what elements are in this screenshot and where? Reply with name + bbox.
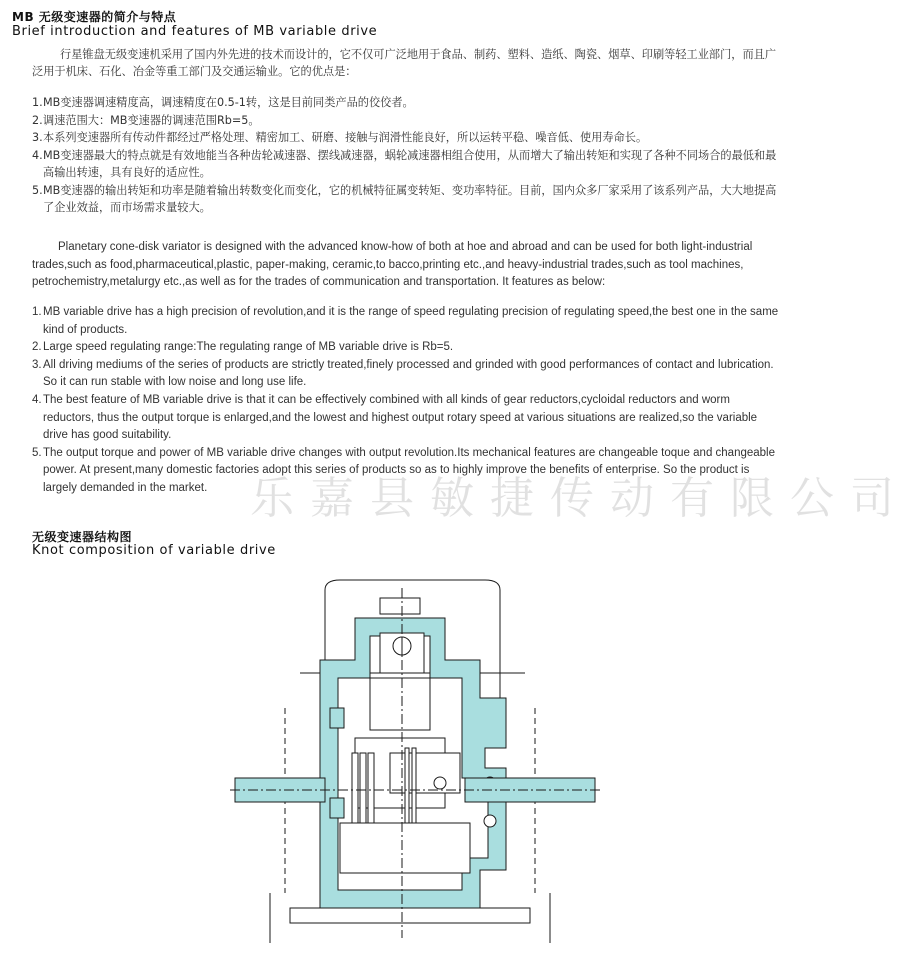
features-cn-list: [32, 94, 787, 217]
feature-text: MB variable drive has a high precision of revolution,and it is the range of speed regulating precision of regulating speed,the best one in the same kind of products.: [43, 306, 779, 336]
diagram-title-cn: 无级变速器结构图: [32, 530, 133, 544]
feature-text: MB变速器的输出转矩和功率是随着输出转数变化而变化，它的机械特征属变转矩、变功率特征。目前，国内众多厂家采用了该系列产品，大大地提高了企业效益，而市场需求量较大。: [43, 183, 777, 214]
feature-item: [32, 112, 787, 130]
section-title-en: Brief introduction and features of MB variable drive: [12, 24, 378, 39]
feature-number: 3.: [32, 358, 42, 371]
feature-number: 2.: [32, 341, 42, 354]
feature-number: 1.: [32, 306, 42, 318]
feature-text: All driving mediums of the series of products are strictly treated,finely processed and grinded with good performances of contact and lubrication. So it can run stable with low noise and long use life.: [43, 358, 774, 389]
section-title-cn: MB 无级变速器的简介与特点: [12, 10, 177, 24]
feature-text: MB变速器最大的特点就是有效地能当各种齿轮减速器、摆线减速器，蜗轮减速器相组合使用，从而增大了输出转矩和实现了各种不同场合的最低和最高输出转速，具有良好的适应性。: [43, 148, 777, 179]
feature-number: 5.: [32, 183, 43, 197]
feature-item: [32, 339, 782, 357]
feature-number: 4.: [32, 148, 43, 162]
feature-text: The output torque and power of MB variable drive changes with output revolution.Its mechanical features are changeable toque and changeable power. At present,many domestic factories adopt this series of products so as to highly improve the benefits of enterprise. So the product is largely demanded in the market.: [43, 446, 776, 494]
feature-number: 4.: [32, 393, 42, 406]
feature-text: The best feature of MB variable drive is that it can be effectively combined with all kinds of gear reductors,cycloidal reductors and worm reductors, thus the output torque is enlarged,and the lowest and highest output rotary speed at various situations are realized,so the variable drive has good suitability.: [43, 393, 758, 442]
feature-item: [32, 304, 782, 339]
feature-text: Large speed regulating range:The regulating range of MB variable drive is Rb=5.: [43, 341, 454, 354]
feature-item: [32, 147, 787, 182]
intro-cn: 行星锥盘无级变速机采用了国内外先进的技术而设计的，它不仅可广泛地用于食品、制药、塑料、造纸、陶瓷、烟草、印刷等轻工业部门，而且广泛用于机床、石化、冶金等重工部门及交通运输业。它的优点是：: [32, 48, 777, 78]
feature-item: [32, 129, 787, 147]
feature-item: [32, 357, 782, 392]
intro-en: Planetary cone-disk variator is designed with the advanced know-how of both at hoe and abroad and can be used for both light-industrial trades,such as food,pharmaceutical,plastic, paper-making, ceramic,to bacco,printing etc.,and heavy-industrial trades,such as tool machines, petrochemistry,metalurgy etc.,as well as for the trades of communication and transportation. It features as below:: [32, 241, 753, 289]
feature-number: 5.: [32, 446, 42, 459]
variable-drive-cross-section-diagram: [230, 578, 600, 950]
feature-text: MB变速器调速精度高，调速精度在0.5-1转，这是目前同类产品的佼佼者。: [43, 96, 414, 109]
diagram-title-en: Knot composition of variable drive: [32, 543, 276, 558]
feature-text: 调速范围大：MB变速器的调速范围Rb=5。: [43, 113, 260, 127]
features-en-list: [32, 304, 782, 498]
feature-number: 1.: [32, 96, 43, 109]
feature-text: 本系列变速器所有传动件都经过严格处理、精密加工、研磨、接触与润滑性能良好，所以运转平稳、噪音低、使用寿命长。: [43, 131, 648, 144]
feature-item: [32, 182, 787, 217]
feature-number: 3.: [32, 131, 43, 144]
feature-item: [32, 392, 782, 445]
company-watermark: 乐嘉县敏捷传动有限公司: [250, 473, 910, 524]
feature-item: [32, 94, 787, 112]
feature-number: 2.: [32, 113, 43, 127]
feature-item: [32, 445, 782, 498]
